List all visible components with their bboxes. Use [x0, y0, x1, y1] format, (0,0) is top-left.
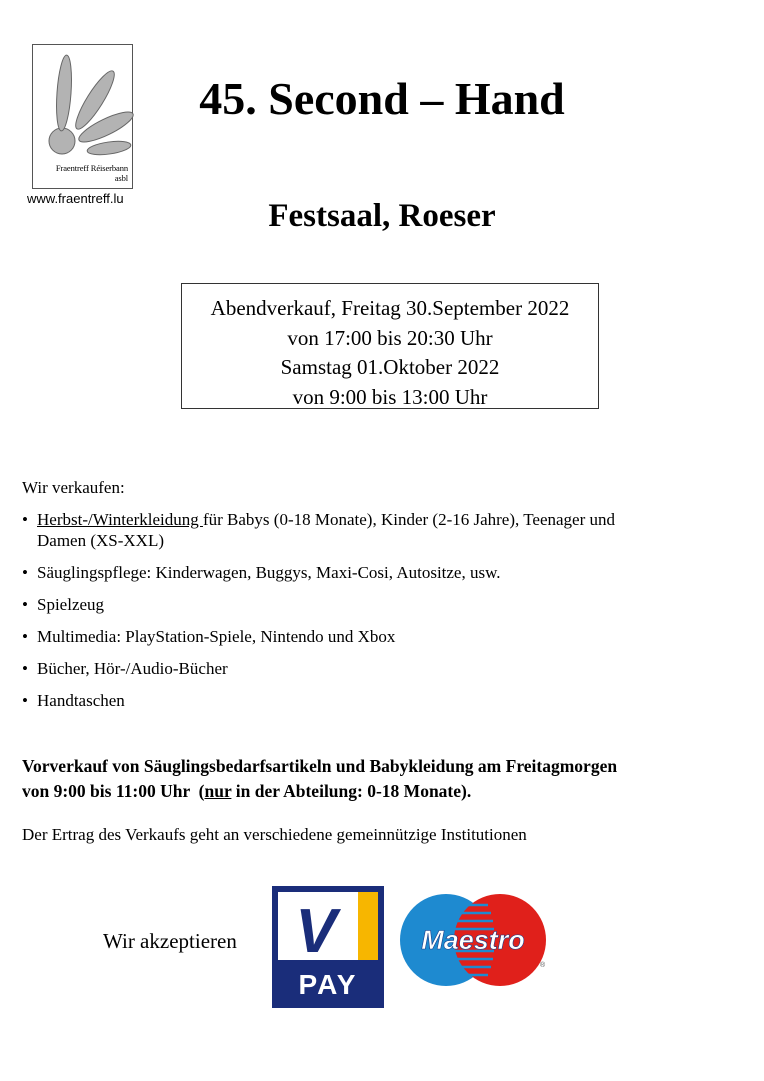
- presale-line2-start: von 9:00 bis 11:00 Uhr (: [22, 781, 205, 801]
- maestro-logo: [398, 893, 548, 989]
- page-title-text: 45. Second – Hand: [199, 73, 565, 124]
- vpay-text: PAY: [298, 969, 358, 1000]
- schedule-line: von 9:00 bis 13:00 Uhr: [292, 384, 488, 409]
- presale-notice: [22, 754, 742, 804]
- venue-heading: Festsaal, Roeser: [268, 198, 496, 234]
- bullet-icon: •: [22, 595, 28, 614]
- item-text: Bücher, Hör-/Audio-Bücher: [37, 659, 228, 678]
- maestro-text: Maestro: [421, 925, 525, 955]
- page-title: [0, 72, 764, 125]
- maestro-registered-mark: ®: [540, 962, 546, 969]
- payment-label: Wir akzeptieren: [103, 929, 237, 953]
- logo-petal: [86, 139, 131, 157]
- presale-only-emphasis: nur: [204, 781, 232, 801]
- list-item: [22, 626, 742, 647]
- website-url[interactable]: www.fraentreff.lu: [27, 191, 124, 206]
- list-item: [22, 594, 742, 615]
- bullet-icon: •: [22, 659, 28, 678]
- list-item: [22, 690, 742, 711]
- items-intro: Wir verkaufen:: [22, 478, 125, 497]
- logo-org-line1: Fraentreff Réiserbann: [55, 163, 128, 173]
- list-item: [22, 658, 742, 679]
- list-item: [22, 509, 742, 551]
- presale-line2: [22, 779, 742, 804]
- bullet-icon: •: [22, 510, 28, 529]
- presale-line1: Vorverkauf von Säuglingsbedarfsartikeln und Babykleidung am Freitagmorgen: [22, 756, 618, 776]
- vpay-logo: [272, 886, 384, 1008]
- list-item: [22, 562, 742, 583]
- schedule-box: [181, 283, 599, 409]
- vpay-yellow-stripe: [358, 892, 378, 960]
- item-text: Spielzeug: [37, 595, 105, 614]
- schedule-line: Abendverkauf, Freitag 30.September 2022: [210, 296, 570, 320]
- item-text: Handtaschen: [37, 691, 125, 710]
- bullet-icon: •: [22, 627, 28, 646]
- bullet-icon: •: [22, 691, 28, 710]
- item-underlined-text: Herbst-/Winterkleidung: [37, 510, 203, 529]
- item-text: Säuglingspflege: Kinderwagen, Buggys, Maxi-Cosi, Autositze, usw.: [37, 563, 501, 582]
- schedule-line: von 17:00 bis 20:30 Uhr: [287, 325, 493, 350]
- bullet-icon: •: [22, 563, 28, 582]
- presale-line2-end: in der Abteilung: 0-18 Monate).: [231, 781, 472, 801]
- item-text-continued: Damen (XS-XXL): [37, 531, 164, 550]
- logo-organization-name: [36, 163, 128, 183]
- proceeds-note: Der Ertrag des Verkaufs geht an verschiedene gemeinnützige Institutionen: [22, 825, 527, 844]
- logo-center-circle: [49, 128, 75, 154]
- item-text: Multimedia: PlayStation-Spiele, Nintendo und Xbox: [37, 627, 396, 646]
- item-text: für Babys (0-18 Monate), Kinder (2-16 Jahre), Teenager und: [202, 510, 615, 529]
- vpay-v-letter: V: [295, 897, 337, 966]
- logo-org-line2: asbl: [114, 173, 128, 183]
- items-list: [22, 509, 742, 722]
- schedule-line: Samstag 01.Oktober 2022: [280, 355, 500, 379]
